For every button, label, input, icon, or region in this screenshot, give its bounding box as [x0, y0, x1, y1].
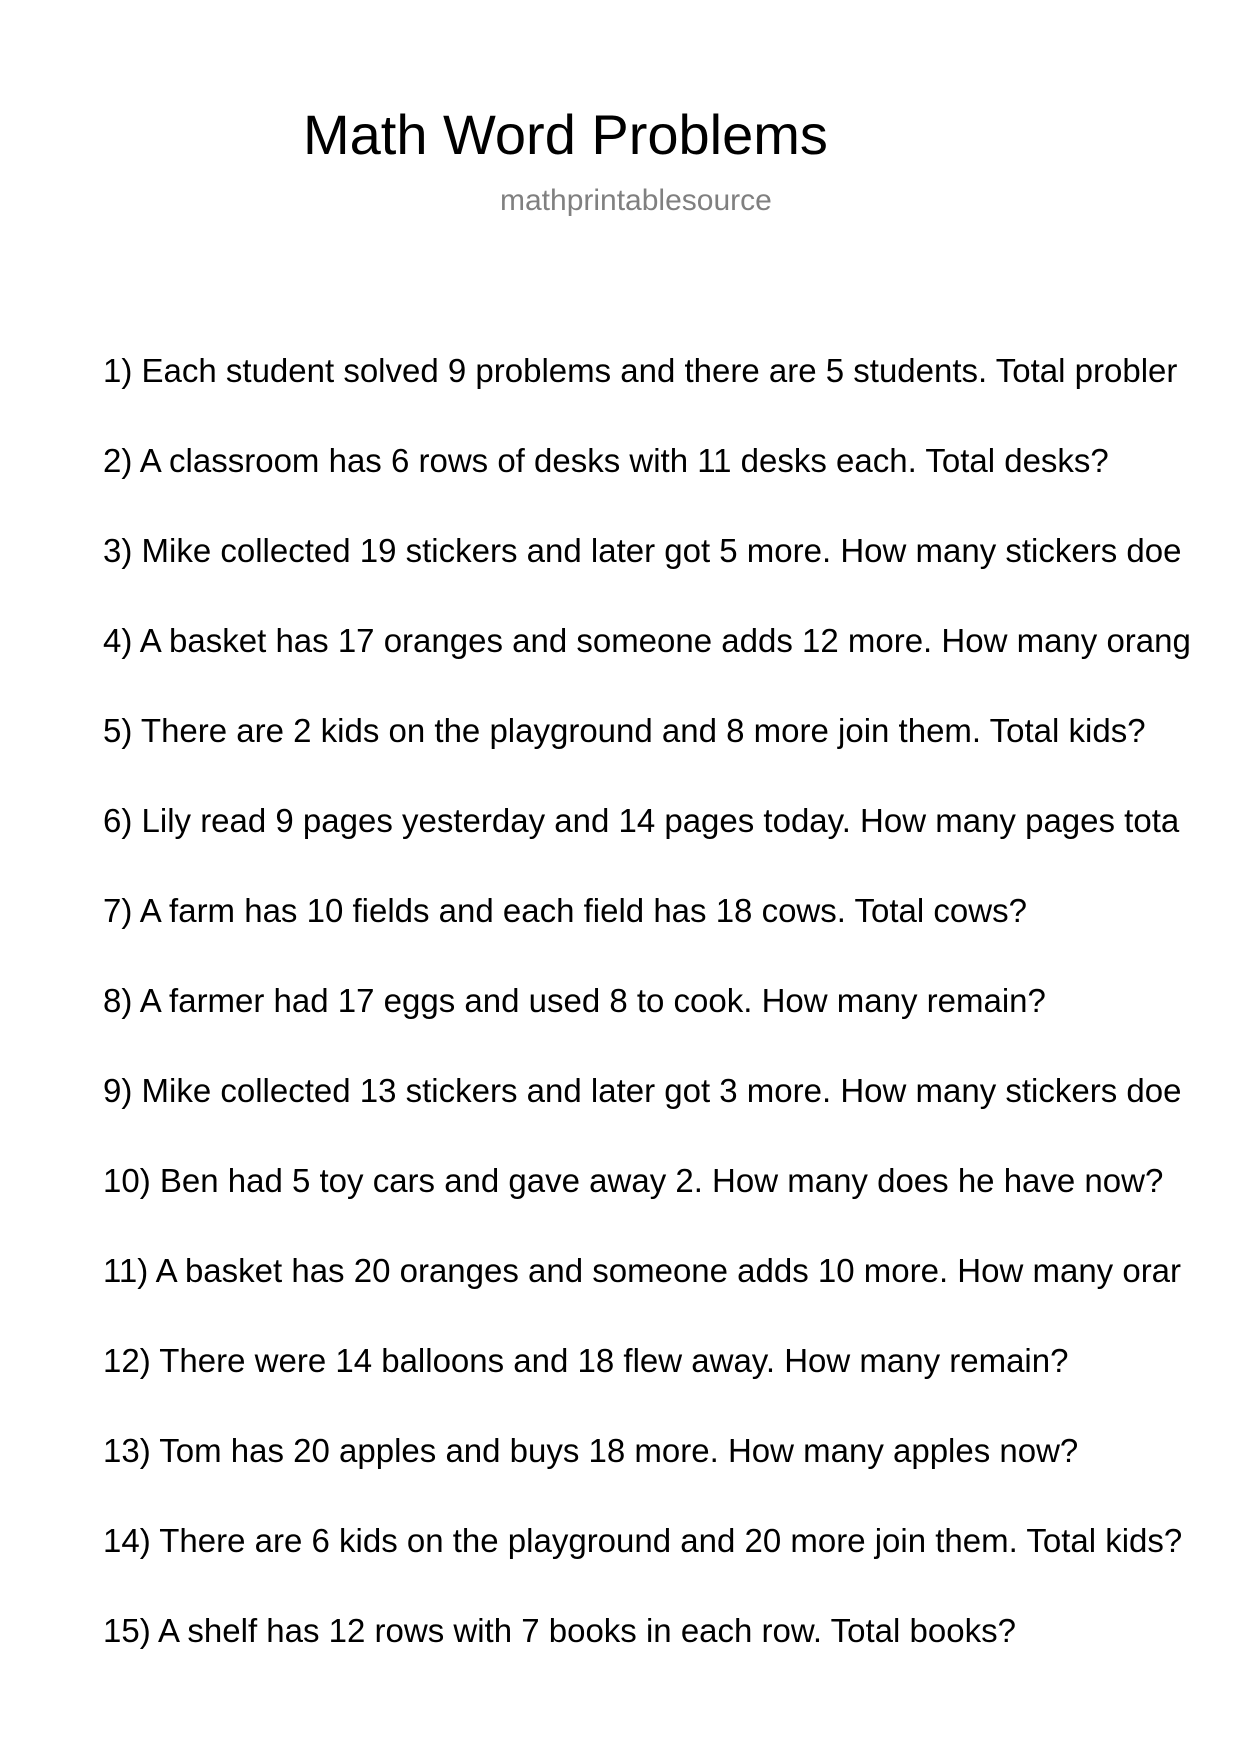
problem-item: 8) A farmer had 17 eggs and used 8 to cook. How many remain? — [103, 982, 1046, 1019]
problem-item: 3) Mike collected 19 stickers and later got 5 more. How many stickers doe — [103, 532, 1182, 569]
problem-item: 13) Tom has 20 apples and buys 18 more. How many apples now? — [103, 1432, 1079, 1469]
problem-item: 6) Lily read 9 pages yesterday and 14 pages today. How many pages tota — [103, 802, 1180, 839]
problem-item: 12) There were 14 balloons and 18 flew away. How many remain? — [103, 1342, 1069, 1379]
problem-item: 11) A basket has 20 oranges and someone adds 10 more. How many orar — [103, 1252, 1182, 1289]
problem-item: 2) A classroom has 6 rows of desks with 11 desks each. Total desks? — [103, 442, 1109, 479]
problem-item: 1) Each student solved 9 problems and there are 5 students. Total probler — [103, 352, 1178, 389]
problem-item: 9) Mike collected 13 stickers and later got 3 more. How many stickers doe — [103, 1072, 1182, 1109]
problem-item: 4) A basket has 17 oranges and someone adds 12 more. How many orang — [103, 622, 1191, 659]
problem-item: 15) A shelf has 12 rows with 7 books in each row. Total books? — [103, 1612, 1016, 1649]
problem-item: 7) A farm has 10 fields and each field has 18 cows. Total cows? — [103, 892, 1027, 929]
problem-item: 5) There are 2 kids on the playground and 8 more join them. Total kids? — [103, 712, 1146, 749]
problem-item: 14) There are 6 kids on the playground and 20 more join them. Total kids? — [103, 1522, 1183, 1559]
page-title: Math Word Problems — [303, 103, 828, 166]
source-subtitle: mathprintablesource — [500, 184, 772, 217]
problem-item: 10) Ben had 5 toy cars and gave away 2. How many does he have now? — [103, 1162, 1164, 1199]
problem-list — [103, 326, 1240, 1676]
